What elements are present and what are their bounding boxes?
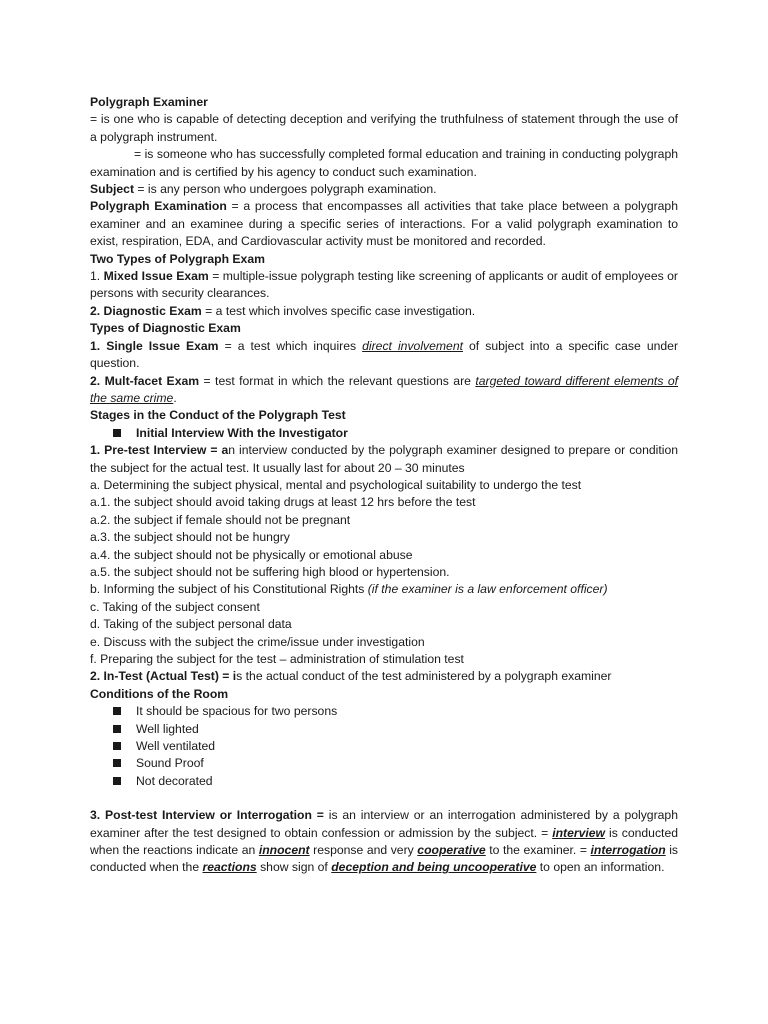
term-polygraph-examination: Polygraph Examination <box>90 199 227 214</box>
room-condition-item: Well lighted <box>90 721 678 738</box>
stage-pre-test: 1. Pre-test Interview = an interview conducted by the polygraph examiner designed to prepare or condition the subject for the actual test. It usually last for about 20 – 30 minutes <box>90 443 678 475</box>
spacer <box>90 790 678 807</box>
heading-two-types: Two Types of Polygraph Exam <box>90 251 265 266</box>
room-condition-item: Sound Proof <box>90 755 678 772</box>
list-item-e: e. Discuss with the subject the crime/issue under investigation <box>90 634 425 649</box>
heading-polygraph-examiner: Polygraph Examiner <box>90 95 208 109</box>
list-item-f: f. Preparing the subject for the test – administration of stimulation test <box>90 652 464 666</box>
stage-in-test: 2. In-Test (Actual Test) = is the actual conduct of the test administered by a polygraph examiner <box>90 669 612 684</box>
heading-room-conditions: Conditions of the Room <box>90 686 229 701</box>
room-condition-item: Not decorated <box>90 773 678 790</box>
heading-diagnostic-types: Types of Diagnostic Exam <box>90 321 241 336</box>
list-item-a4: a.4. the subject should not be physically or emotional abuse <box>90 547 413 562</box>
definition-examiner-1: = is one who is capable of detecting deception and verifying the truthfulness of statement through the use of a polygraph instrument. <box>90 112 678 144</box>
list-item-a3: a.3. the subject should not be hungry <box>90 530 290 545</box>
list-item-a5: a.5. the subject should not be suffering high blood or hypertension. <box>90 564 450 579</box>
list-item-a: a. Determining the subject physical, mental and psychological suitability to undergo the test <box>90 477 582 492</box>
type-mixed-issue: 1. Mixed Issue Exam = multiple-issue polygraph testing like screening of applicants or audit of employees or persons with security clearances. <box>90 269 678 301</box>
bullet-initial-interview: Initial Interview With the Investigator <box>90 425 678 442</box>
term-subject: Subject <box>90 182 135 197</box>
stage-post-test: 3. Post-test Interview or Interrogation = is an interview or an interrogation administered by a polygraph examiner after the test designed to obtain confession or admission by the subject. = interview is conducted when the reactions indicate an innocent response and very cooperative to the examiner. = interrogation is conducted when the reactions show sign of deception and being uncooperative to open an information. <box>90 808 679 875</box>
list-item-a2: a.2. the subject if female should not be pregnant <box>90 512 351 527</box>
room-condition-item: Well ventilated <box>90 738 678 755</box>
heading-stages: Stages in the Conduct of the Polygraph Test <box>90 408 346 423</box>
definition-polygraph-examination: Polygraph Examination = a process that encompasses all activities that take place between a polygraph examiner and an examinee during a specific series of interactions. For a valid polygraph examination to exist, respiration, EDA, and Cardiovascular activity must be monitored and recorded. <box>90 199 678 249</box>
document-page <box>90 94 678 877</box>
definition-subject: Subject = is any person who undergoes polygraph examination. <box>90 182 437 197</box>
type-diagnostic: 2. Diagnostic Exam = a test which involves specific case investigation. <box>90 303 476 318</box>
list-item-c: c. Taking of the subject consent <box>90 599 260 614</box>
definition-examiner-2: = is someone who has successfully completed formal education and training in conducting polygraph examination and is certified by his agency to conduct such examination. <box>90 147 678 179</box>
list-item-d: d. Taking of the subject personal data <box>90 617 292 632</box>
room-condition-item: It should be spacious for two persons <box>90 703 678 720</box>
list-item-a1: a.1. the subject should avoid taking drugs at least 12 hrs before the test <box>90 495 476 510</box>
diagnostic-single-issue: 1. Single Issue Exam = a test which inquires direct involvement of subject into a specific case under question. <box>90 338 678 371</box>
diagnostic-mult-facet: 2. Mult-facet Exam = test format in which the relevant questions are targeted toward different elements of the same crime. <box>90 373 679 405</box>
list-item-b: b. Informing the subject of his Constitutional Rights (if the examiner is a law enforcement officer) <box>90 582 608 597</box>
